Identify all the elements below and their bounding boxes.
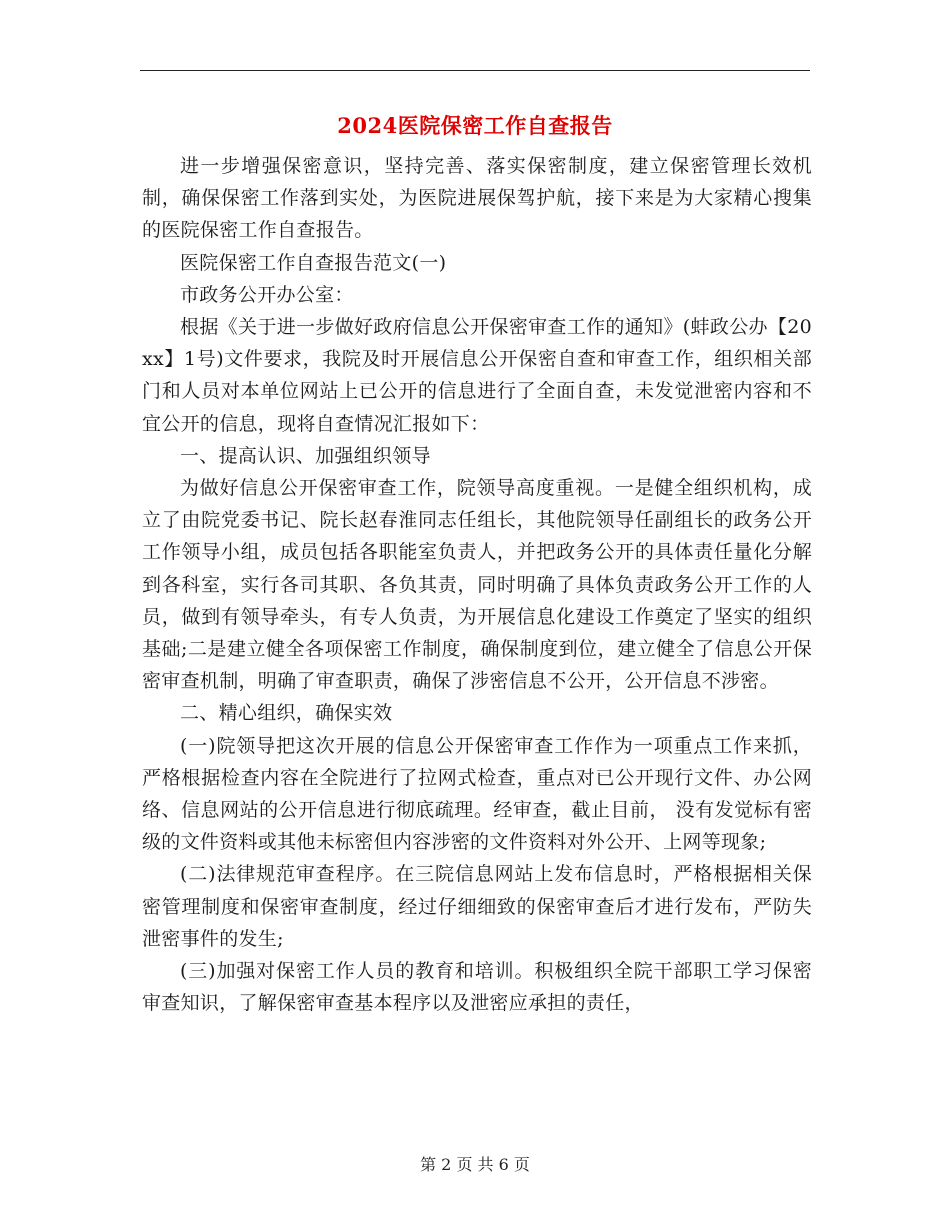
paragraph-section-1: 为做好信息公开保密审查工作，院领导高度重视。一是健全组织机构，成立了由院党委书记、院长赵春淮同志任组长，其他院领导任副组长的政务公开工作领导小组，成员包括各职能室负责人，并把政务公开的具体责任量化分解到各科室，实行各司其职、各负其责，同时明确了具体负责政务公开工作的人员，做到有领导牵头，有专人负责，为开展信息化建设工作奠定了坚实的组织基础;二是建立健全各项保密工作制度，确保制度到位，建立健全了信息公开保密审查机制，明确了审查职责，确保了涉密信息不公开，公开信息不涉密。: [142, 477, 812, 693]
footer-prefix: 第: [420, 1155, 437, 1174]
document-body: [142, 150, 812, 1019]
paragraph-item-2: (二)法律规范审查程序。在三院信息网站上发布信息时，严格根据相关保密管理制度和保密审查制度，经过仔细细致的保密审查后才进行发布，严防失泄密事件的发生;: [142, 863, 812, 950]
paragraph-item-3: (三)加强对保密工作人员的教育和培训。积极组织全院干部职工学习保密审查知识，了解保密审查基本程序以及泄密应承担的责任，: [142, 960, 812, 1015]
paragraph-item-1: (一)院领导把这次开展的信息公开保密审查工作作为一项重点工作来抓，严格根据检查内容在全院进行了拉网式检查，重点对已公开现行文件、办公网络、信息网站的公开信息进行彻底疏理。经审查，截止目前， 没有发觉标有密级的文件资料或其他未标密但内容涉密的文件资料对外公开、上网等现象;: [142, 734, 812, 854]
paragraph-subtitle: 医院保密工作自查报告范文(一): [180, 251, 447, 274]
section-heading-2: 二、精心组织，确保实效: [180, 702, 393, 725]
paragraph-basis: 根据《关于进一步做好政府信息公开保密审查工作的通知》(蚌政公办【20xx】1号)文件要求，我院及时开展信息公开保密自查和审查工作，组织相关部门和人员对本单位网站上已公开的信息进行了全面自查，未发觉泄密内容和不宜公开的信息，现将自查情况汇报如下：: [142, 316, 812, 435]
section-heading-1: 一、提高认识、加强组织领导: [180, 444, 431, 467]
footer-current-page: 2: [441, 1155, 452, 1174]
footer-total-pages: 6: [498, 1155, 509, 1174]
paragraph-addressee: 市政务公开办公室：: [180, 283, 354, 306]
footer-suffix: 页: [513, 1155, 530, 1174]
page-footer: [0, 1153, 950, 1177]
document-title: 2024医院保密工作自查报告: [337, 113, 613, 138]
header-rule: [140, 70, 810, 71]
footer-mid: 页 共: [456, 1155, 494, 1174]
paragraph-intro: 进一步增强保密意识，坚持完善、落实保密制度，建立保密管理长效机制，确保保密工作落到实处，为医院进展保驾护航，接下来是为大家精心搜集的医院保密工作自查报告。: [142, 155, 812, 242]
